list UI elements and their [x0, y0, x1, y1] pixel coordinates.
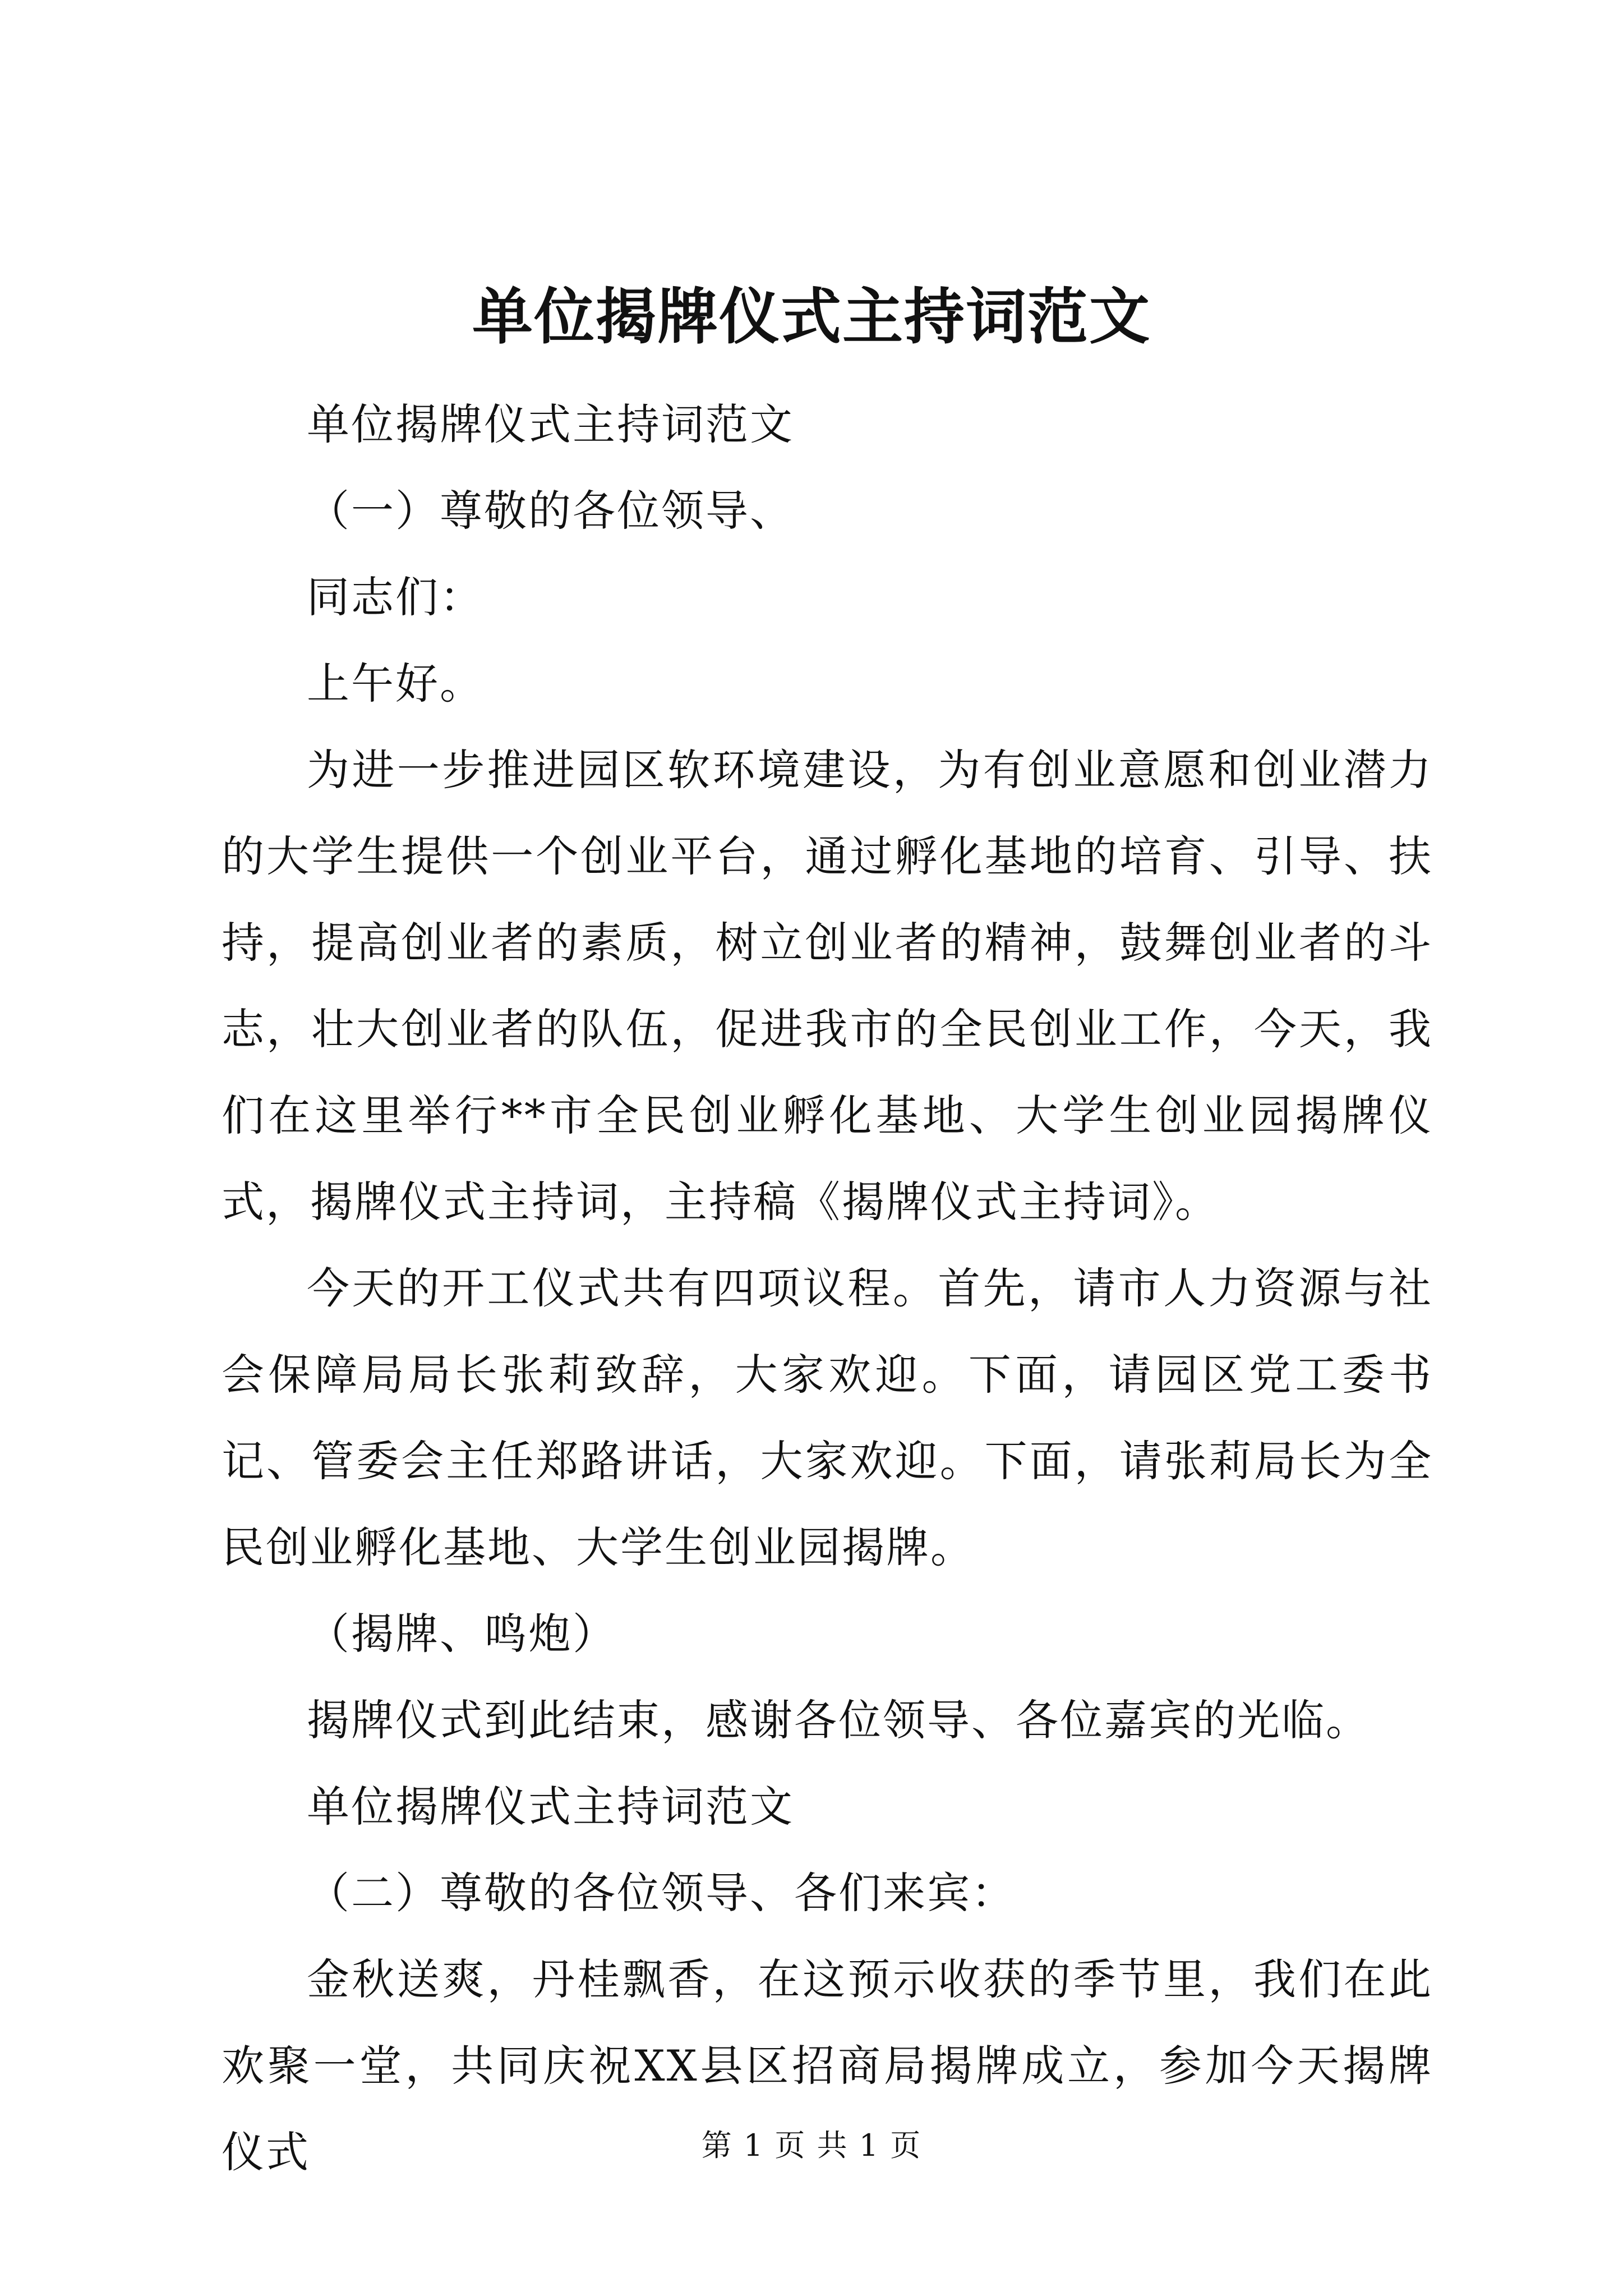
paragraph: （揭牌、鸣炮） — [307, 1609, 617, 1659]
paragraph: 单位揭牌仪式主持词范文 — [307, 1782, 794, 1832]
document-title: 单位揭牌仪式主持词范文 — [472, 282, 1151, 352]
paragraph: 今天的开工仪式共有四项议程。首先，请市人力资源与社会保障局局长张莉致辞，大家欢迎。下面，请园区党工委书记、管委会主任郑路讲话，大家欢迎。下面，请张莉局长为全民创业孵化基地、大学生创业园揭牌。 — [222, 1263, 1433, 1572]
paragraph: 金秋送爽，丹桂飘香，在这预示收获的季节里，我们在此欢聚一堂，共同庆祝XX县区招商局揭牌成立，参加今天揭牌仪式 — [222, 1954, 1433, 2177]
paragraph: 单位揭牌仪式主持词范文 — [307, 399, 794, 449]
paragraph: 同志们： — [307, 572, 484, 622]
paragraph: 为进一步推进园区软环境建设，为有创业意愿和创业潜力的大学生提供一个创业平台，通过孵化基地的培育、引导、扶持，提高创业者的素质，树立创业者的精神，鼓舞创业者的斗志，壮大创业者的队伍，促进我市的全民创业工作，今天，我们在这里举行**市全民创业孵化基地、大学生创业园揭牌仪式，揭牌仪式主持词，主持稿《揭牌仪式主持词》。 — [222, 745, 1433, 1227]
paragraph: 揭牌仪式到此结束，感谢各位领导、各位嘉宾的光临。 — [307, 1695, 1370, 1745]
paragraph: 上午好。 — [307, 659, 484, 708]
paragraph: （一）尊敬的各位领导、 — [307, 486, 794, 536]
paragraph: （二）尊敬的各位领导、各们来宾： — [307, 1868, 1016, 1918]
document-body — [222, 381, 1433, 2196]
page-footer: 第 1 页 共 1 页 — [701, 2128, 922, 2163]
